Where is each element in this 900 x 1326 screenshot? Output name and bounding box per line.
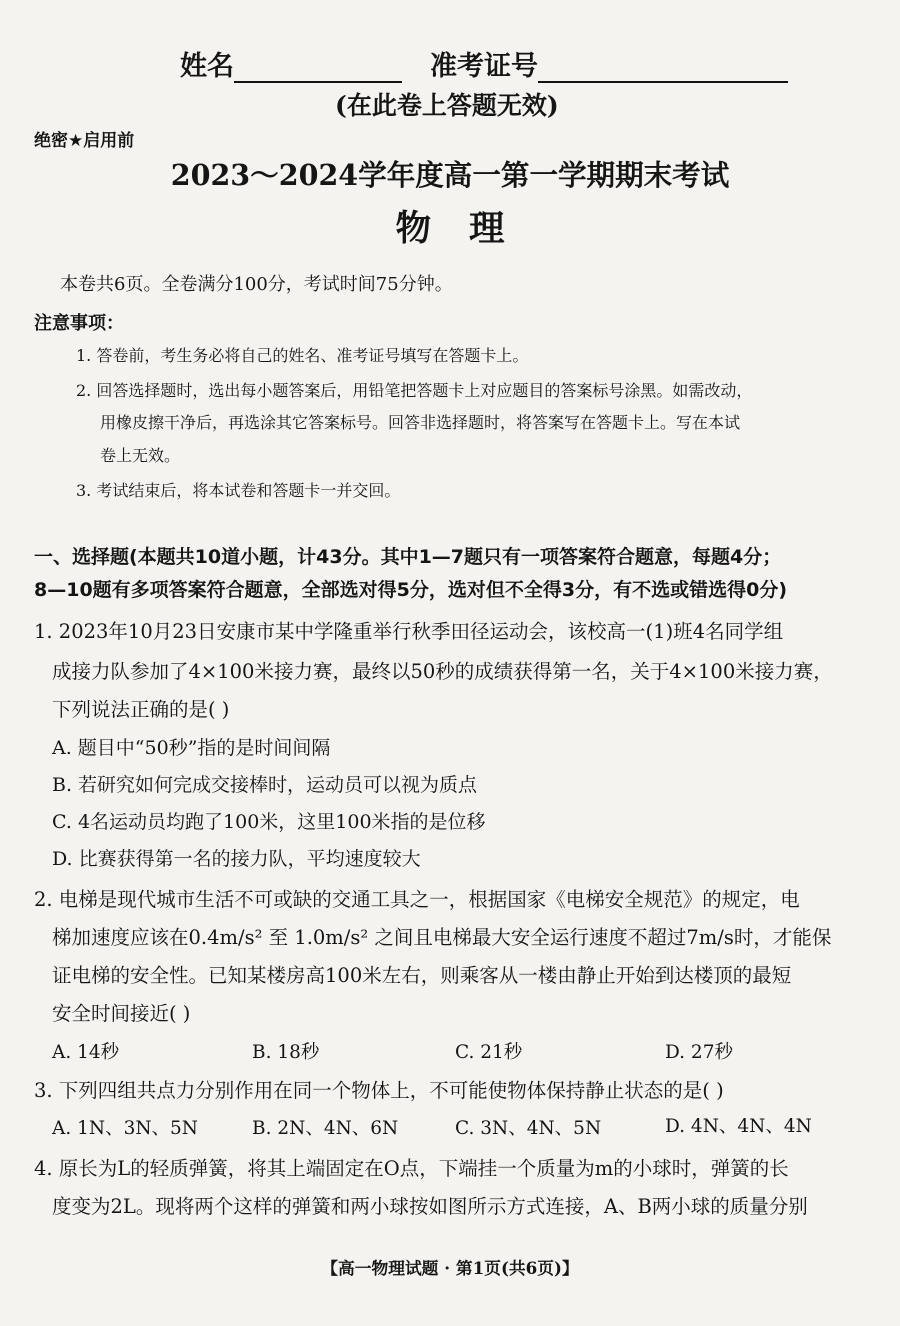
name-label: 姓名 bbox=[180, 51, 234, 82]
exam-info: 本卷共6页。全卷满分100分，考试时间75分钟。 bbox=[60, 274, 453, 295]
question-1-option-d: D. 比赛获得第一名的接力队，平均速度较大 bbox=[52, 848, 421, 870]
name-blank bbox=[234, 55, 402, 83]
invalid-note: (在此卷上答题无效) bbox=[335, 91, 559, 120]
question-1-text: 下列说法正确的是( ) bbox=[52, 698, 230, 721]
question-4-text: 4. 原长为L的轻质弹簧，将其上端固定在O点，下端挂一个质量为m的小球时，弹簧的长 bbox=[34, 1157, 789, 1180]
question-1-option-c: C. 4名运动员均跑了100米，这里100米指的是位移 bbox=[52, 811, 486, 833]
subject-title: 物理 bbox=[395, 208, 543, 249]
section-heading-continued: 8—10题有多项答案符合题意，全部选对得5分，选对但不全得3分，有不选或错选得0分) bbox=[34, 579, 788, 601]
exam-id-label: 准考证号 bbox=[430, 51, 538, 82]
question-2-text: 证电梯的安全性。已知某楼房高100米左右，则乘客从一楼由静止开始到达楼顶的最短 bbox=[52, 964, 792, 987]
exam-id-blank bbox=[538, 55, 788, 83]
question-1-option-b: B. 若研究如何完成交接棒时，运动员可以视为质点 bbox=[52, 774, 478, 796]
candidate-info-row bbox=[180, 44, 788, 83]
question-3-option-c: C. 3N、4N、5N bbox=[455, 1118, 602, 1139]
question-3-option-d: D. 4N、4N、4N bbox=[665, 1116, 812, 1137]
question-3-option-a: A. 1N、3N、5N bbox=[52, 1118, 198, 1139]
question-2-option-b: B. 18秒 bbox=[252, 1042, 320, 1063]
question-1-text: 成接力队参加了4×100米接力赛，最终以50秒的成绩获得第一名，关于4×100米接力赛， bbox=[52, 660, 833, 683]
question-2-option-c: C. 21秒 bbox=[455, 1042, 523, 1063]
question-1-option-a: A. 题目中“50秒”指的是时间间隔 bbox=[52, 737, 331, 759]
note-item: 3. 考试结束后，将本试卷和答题卡一并交回。 bbox=[76, 481, 401, 500]
question-2-text: 安全时间接近( ) bbox=[52, 1002, 191, 1025]
question-2-text: 梯加速度应该在0.4m/s² 至 1.0m/s² 之间且电梯最大安全运行速度不超过7m/s时，才能保 bbox=[52, 926, 832, 949]
secret-mark: 绝密★启用前 bbox=[34, 131, 135, 151]
exam-title: 2023～2024学年度高一第一学期期末考试 bbox=[170, 158, 730, 192]
section-heading: 一、选择题(本题共10道小题，计43分。其中1—7题只有一项答案符合题意，每题4分； bbox=[34, 546, 782, 568]
question-1-text: 1. 2023年10月23日安康市某中学隆重举行秋季田径运动会，该校高一(1)班4名同学组 bbox=[34, 620, 784, 643]
notes-title: 注意事项： bbox=[34, 313, 124, 334]
note-item: 1. 答卷前，考生务必将自己的姓名、准考证号填写在答题卡上。 bbox=[76, 346, 529, 365]
note-item-continued: 卷上无效。 bbox=[100, 446, 181, 465]
question-3-text: 3. 下列四组共点力分别作用在同一个物体上，不可能使物体保持静止状态的是( ) bbox=[34, 1079, 724, 1102]
question-2-option-d: D. 27秒 bbox=[665, 1042, 733, 1063]
question-3-option-b: B. 2N、4N、6N bbox=[252, 1118, 399, 1139]
note-item-continued: 用橡皮擦干净后，再选涂其它答案标号。回答非选择题时，将答案写在答题卡上。写在本试 bbox=[100, 413, 741, 432]
question-2-option-a: A. 14秒 bbox=[52, 1042, 120, 1063]
note-item: 2. 回答选择题时，选出每小题答案后，用铅笔把答题卡上对应题目的答案标号涂黑。如需改动， bbox=[76, 381, 753, 400]
question-2-text: 2. 电梯是现代城市生活不可或缺的交通工具之一，根据国家《电梯安全规范》的规定，电 bbox=[34, 888, 800, 911]
page-footer: 【高一物理试题 · 第1页(共6页)】 bbox=[321, 1258, 579, 1278]
question-4-text: 度变为2L。现将两个这样的弹簧和两小球按如图所示方式连接，A、B两小球的质量分别 bbox=[52, 1195, 808, 1218]
